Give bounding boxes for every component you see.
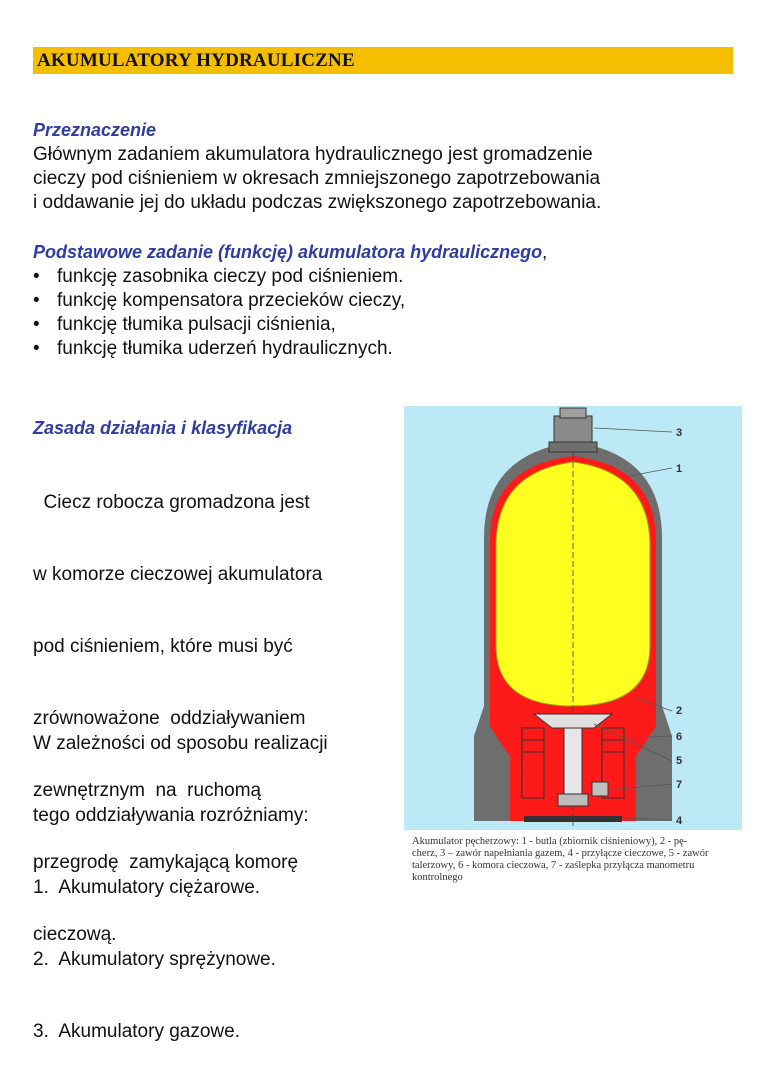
caption-line: talerzowy, 6 - komora cieczowa, 7 - zaślepka przyłącza manometru (412, 860, 695, 871)
label-4: 4 (676, 815, 683, 827)
principle-line: przegrodę zamykającą komorę (33, 852, 299, 873)
bullet-icon: • (33, 314, 40, 335)
classification-line: W zależności od sposobu realizacji (33, 733, 328, 754)
purpose-line: cieczy pod ciśnieniem w okresach zmniejszonego zapotrzebowania (33, 168, 601, 189)
list-item: • funkcję kompensatora przecieków cieczy, (33, 290, 406, 311)
principle-line: cieczową. (33, 924, 117, 945)
list-item: 3. Akumulatory gazowe. (33, 1021, 240, 1042)
purpose-paragraph (33, 143, 601, 215)
classification-line: tego oddziaływania rozróżniamy: (33, 805, 309, 826)
purpose-line: i oddawanie jej do układu podczas zwiększonego zapotrzebowania. (33, 192, 602, 213)
purpose-line: Głównym zadaniem akumulatora hydraulicznego jest gromadzenie (33, 144, 593, 165)
list-item: 1. Akumulatory ciężarowe. (33, 877, 261, 898)
list-item: • funkcję tłumika pulsacji ciśnienia, (33, 314, 336, 335)
label-3: 3 (676, 427, 683, 439)
label-1: 1 (676, 463, 683, 475)
section-heading-functions (33, 242, 547, 263)
section-heading-principle: Zasada działania i klasyfikacja (33, 418, 293, 438)
figure-caption (412, 836, 742, 884)
gauge-plug (592, 782, 608, 796)
classification-list (33, 684, 328, 1068)
caption-line: Akumulator pęcherzowy: 1 - butla (zbiornik ciśnieniowy), 2 - pę- (412, 836, 688, 847)
bullet-icon: • (33, 290, 40, 311)
principle-line: zrównoważone oddziaływaniem (33, 708, 306, 729)
label-2: 2 (676, 705, 683, 717)
accumulator-diagram (404, 406, 742, 830)
functions-heading-text: Podstawowe zadanie (funkcję) akumulatora hydraulicznego (33, 242, 543, 262)
principle-line: Ciecz robocza gromadzona jest (33, 492, 310, 513)
principle-line: zewnętrznym na ruchomą (33, 780, 262, 801)
functions-heading-comma: , (542, 242, 548, 262)
list-item: • funkcję zasobnika cieczy pod ciśnieniem. (33, 266, 404, 287)
title-bar (33, 47, 733, 74)
section-heading-purpose: Przeznaczenie (33, 120, 157, 140)
accumulator-drawing (404, 406, 742, 830)
caption-line: cherz, 3 – zawór napełniania gazem, 4 - przyłącze cieczowe, 5 - zawór (412, 848, 709, 859)
list-item: • funkcję tłumika uderzeń hydraulicznych. (33, 338, 393, 359)
principle-line: pod ciśnieniem, które musi być (33, 636, 293, 657)
list-item: 2. Akumulatory sprężynowe. (33, 949, 276, 970)
principle-line: w komorze cieczowej akumulatora (33, 564, 323, 585)
label-5: 5 (676, 755, 683, 767)
functions-list (33, 265, 405, 361)
liquid-port (522, 728, 544, 798)
label-6: 6 (676, 731, 683, 743)
bullet-icon: • (33, 266, 40, 287)
label-7: 7 (676, 779, 683, 791)
caption-line: kontrolnego (412, 872, 463, 883)
page-title: AKUMULATORY HYDRAULICZNE (37, 50, 355, 71)
bullet-icon: • (33, 338, 40, 359)
